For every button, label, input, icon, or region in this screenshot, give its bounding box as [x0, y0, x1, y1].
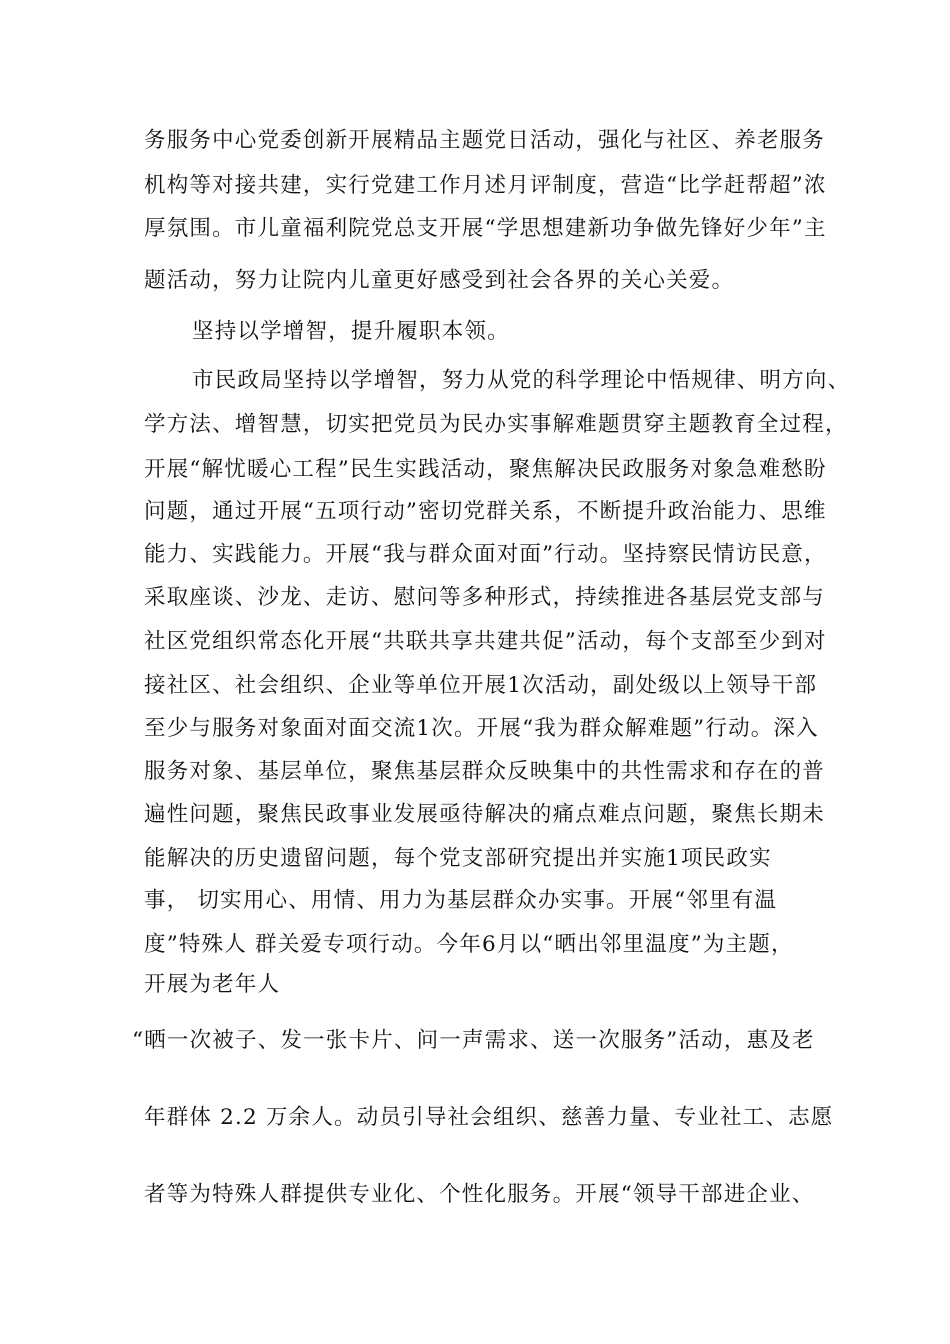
paragraph-line: 采取座谈、沙龙、走访、慰问等多种形式，持续推进各基层党支部与 — [144, 585, 826, 610]
paragraph-line: “晒一次被子、发一张卡片、问一声需求、送一次服务”活动，惠及老 — [132, 1028, 815, 1053]
paragraph-line: 能解决的历史遗留问题，每个党支部研究提出并实施1项民政实 — [144, 846, 772, 871]
paragraph-line: 开展为老年人 — [144, 972, 281, 997]
paragraph-line: 问题，通过开展“五项行动”密切党群关系，不断提升政治能力、思维 — [144, 499, 827, 524]
paragraph-line: 题活动，努力让院内儿童更好感受到社会各界的关心关爱。 — [144, 268, 735, 293]
paragraph-line: 务服务中心党委创新开展精品主题党日活动，强化与社区、养老服务 — [144, 128, 826, 153]
paragraph-line: 遍性问题，聚焦民政事业发展亟待解决的痛点难点问题，聚焦长期未 — [144, 802, 826, 827]
section-heading: 坚持以学增智，提升履职本领。 — [192, 319, 510, 344]
paragraph-line: 厚氛围。市儿童福利院党总支开展“学思想建新功争做先锋好少年”主 — [144, 216, 827, 241]
paragraph-line: 度”特殊人 群关爱专项行动。今年6月以“晒出邻里温度”为主题， — [144, 932, 794, 957]
paragraph-line: 社区党组织常态化开展“共联共享共建共促”活动，每个支部至少到对 — [144, 629, 827, 654]
paragraph-line: 事， 切实用心、用情、用力为基层群众办实事。开展“邻里有温 — [144, 888, 778, 913]
paragraph-line: 学方法、增智慧，切实把党员为民办实事解难题贯穿主题教育全过程， — [144, 412, 848, 437]
paragraph-line: 开展“解忧暖心工程”民生实践活动，聚焦解决民政服务对象急难愁盼 — [144, 457, 827, 482]
paragraph-line: 者等为特殊人群提供专业化、个性化服务。开展“领导干部进企业、 — [144, 1182, 815, 1207]
paragraph-line: 机构等对接共建，实行党建工作月述月评制度，营造“比学赶帮超”浓 — [144, 173, 827, 198]
paragraph-line: 年群体 2.2 万余人。动员引导社会组织、慈善力量、专业社工、志愿 — [144, 1105, 834, 1130]
paragraph-line: 接社区、社会组织、企业等单位开展1次活动，副处级以上领导干部 — [144, 673, 818, 698]
paragraph-line: 服务对象、基层单位，聚焦基层群众反映集中的共性需求和存在的普 — [144, 759, 826, 784]
paragraph-line: 能力、实践能力。开展“我与群众面对面”行动。坚持察民情访民意， — [144, 542, 827, 567]
paragraph-line: 至少与服务对象面对面交流1次。开展“我为群众解难题”行动。深入 — [144, 716, 819, 741]
paragraph-line: 市民政局坚持以学增智，努力从党的科学理论中悟规律、明方向、 — [192, 368, 851, 393]
